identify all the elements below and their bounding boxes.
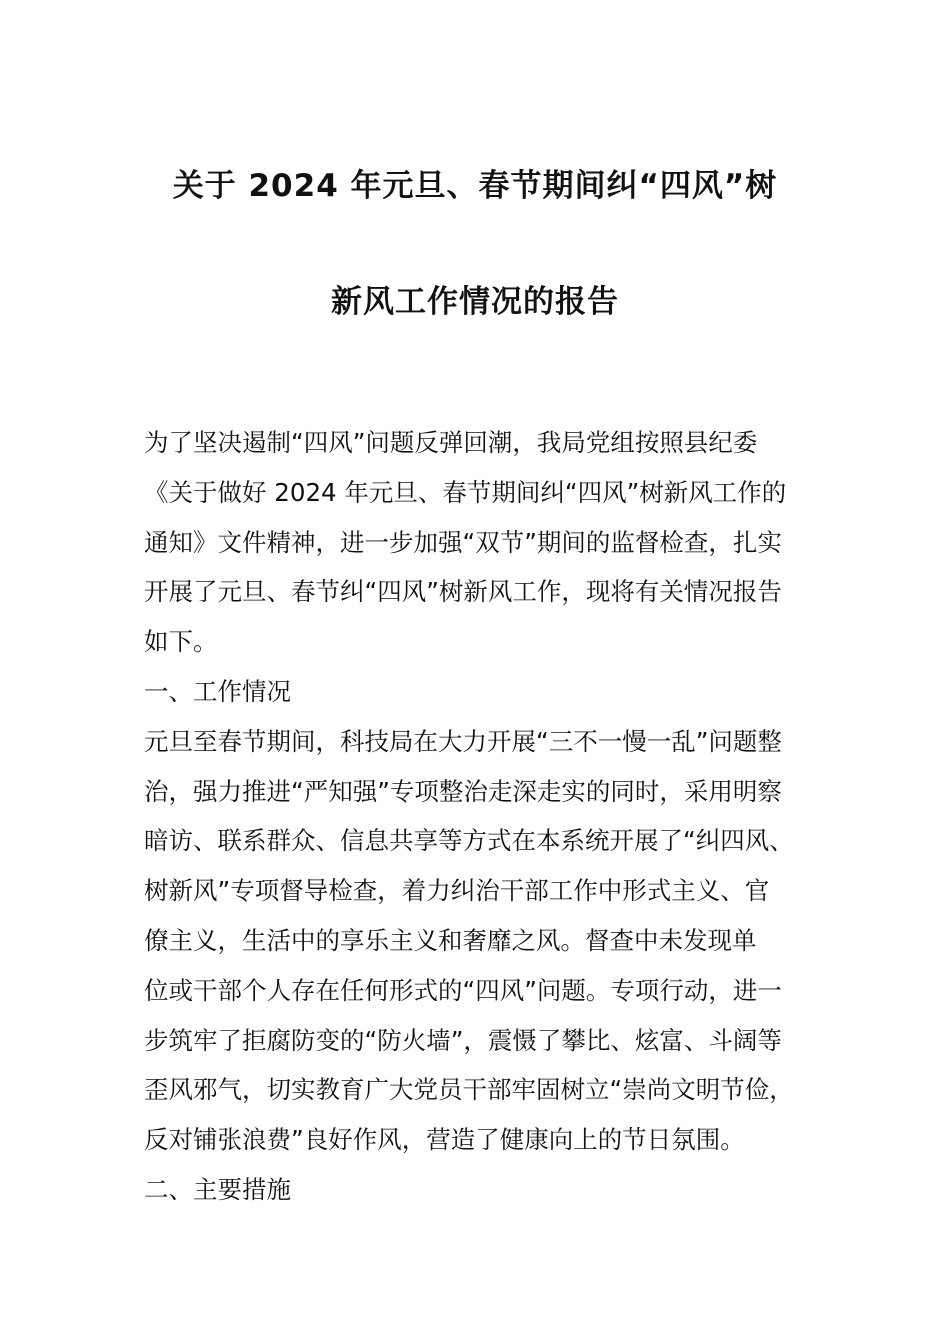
body-line: 治，强力推进“严知强”专项整治走深走实的同时，采用明察 xyxy=(144,776,782,806)
body-line: 步筑牢了拒腐防变的“防火墙”，震慑了攀比、炫富、斗阔等 xyxy=(144,1025,782,1055)
body-line: 反对铺张浪费”良好作风，营造了健康向上的节日氛围。 xyxy=(144,1125,745,1155)
body-line: 《关于做好 2024 年元旦、春节期间纠“四风”树新风工作的 xyxy=(144,477,787,507)
body-line: 元旦至春节期间，科技局在大力开展“三不一慢一乱”问题整 xyxy=(144,726,782,756)
body-line: 树新风”专项督导检查，着力纠治干部工作中形式主义、官 xyxy=(144,876,770,906)
body-line: 如下。 xyxy=(144,627,218,657)
body-line: 僚主义，生活中的享乐主义和奢靡之风。督查中未发现单 xyxy=(144,925,757,955)
body-line: 开展了元旦、春节纠“四风”树新风工作，现将有关情况报告 xyxy=(144,577,782,607)
body-line: 通知》文件精神，进一步加强“双节”期间的监督检查，扎实 xyxy=(144,527,782,557)
body-line: 为了坚决遏制“四风”问题反弹回潮，我局党组按照县纪委 xyxy=(144,428,758,457)
document-body xyxy=(144,418,834,1215)
body-line: 位或干部个人存在任何形式的“四风”问题。专项行动，进一 xyxy=(144,975,782,1005)
section-heading-2: 二、主要措施 xyxy=(144,1174,291,1204)
body-line: 暗访、联系群众、信息共享等方式在本系统开展了“纠四风、 xyxy=(144,826,794,856)
section-heading-1: 一、工作情况 xyxy=(144,676,291,706)
document-title-line-2: 新风工作情况的报告 xyxy=(331,284,619,320)
document-title-line-1: 关于 2024 年元旦、春节期间纠“四风”树 xyxy=(172,168,778,204)
body-line: 歪风邪气，切实教育广大党员干部牢固树立“崇尚文明节俭， xyxy=(144,1075,794,1105)
